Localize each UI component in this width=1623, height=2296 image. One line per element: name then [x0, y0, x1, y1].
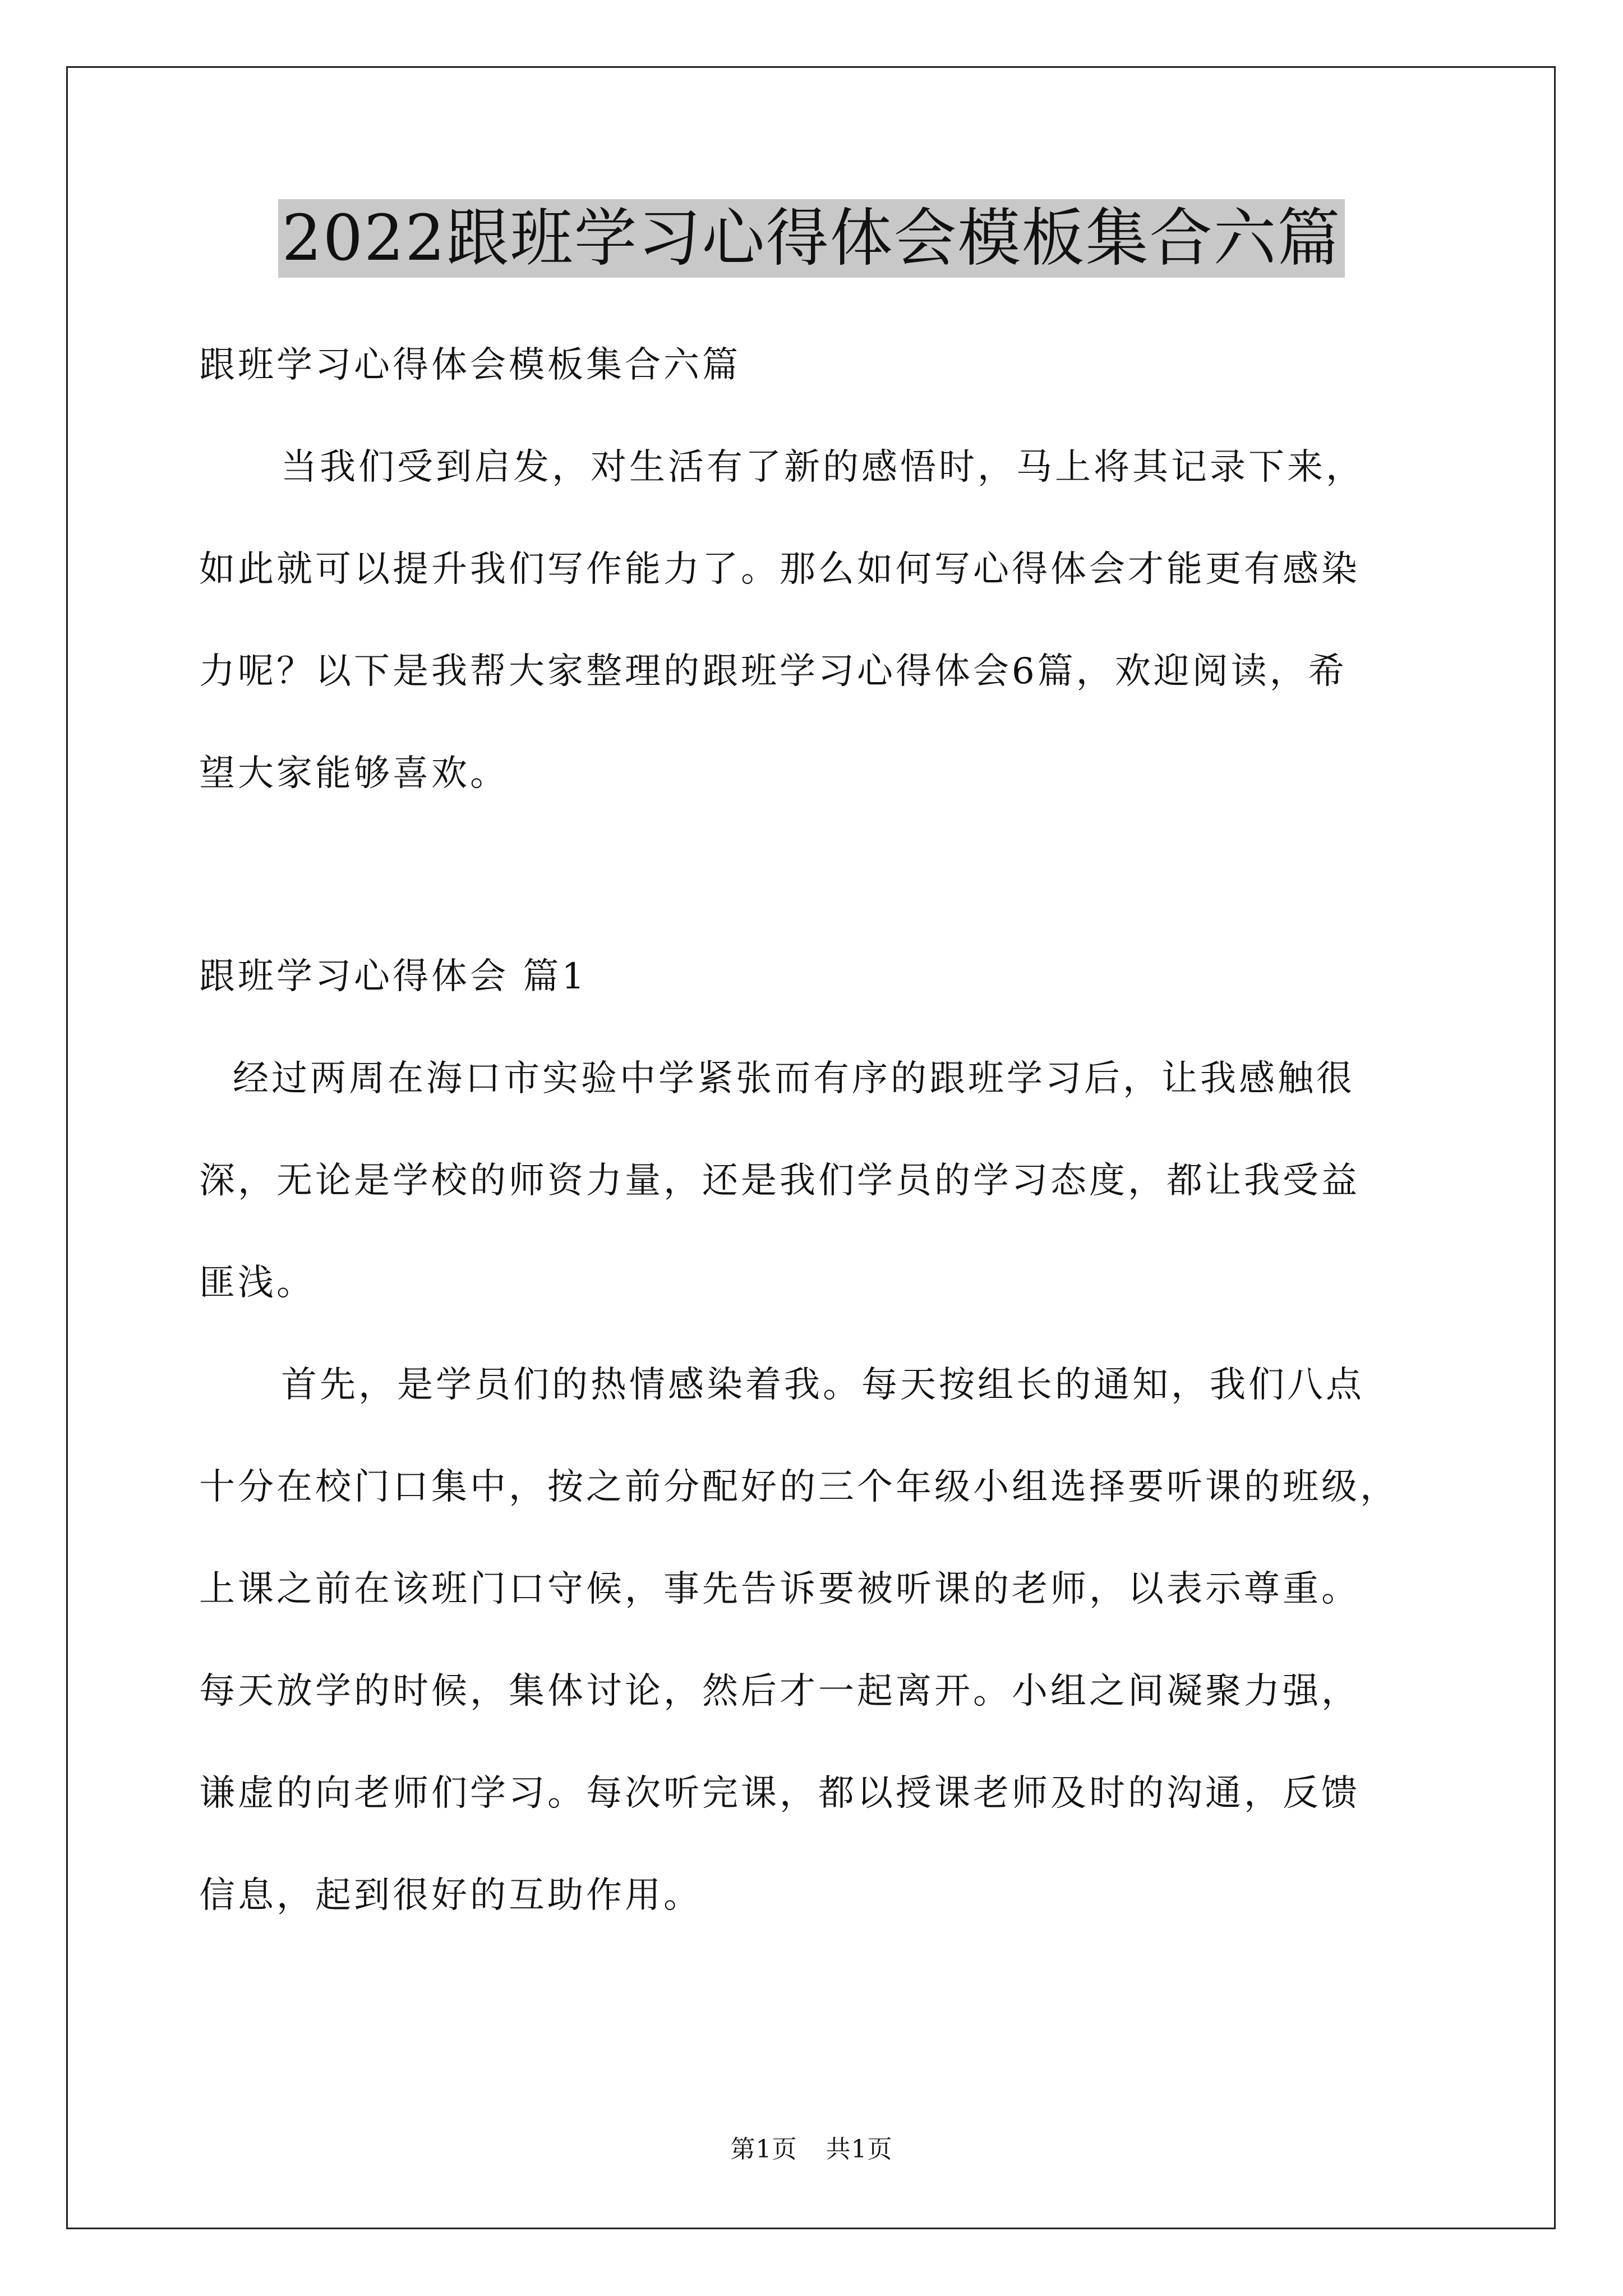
page-footer — [0, 2129, 1623, 2165]
intro-line: 如此就可以提升我们写作能力了。那么如何写心得体会才能更有感染 — [199, 549, 1360, 590]
document-body — [199, 314, 1433, 1947]
paragraph-line: 十分在校门口集中，按之前分配好的三个年级小组选择要听课的班级， — [199, 1466, 1399, 1508]
paragraph-line: 每天放学的时候，集体讨论，然后才一起离开。小组之间凝聚力强， — [199, 1671, 1360, 1712]
title-wrap — [0, 199, 1623, 278]
paragraph-line: 经过两周在海口市实验中学紧张而有序的跟班学习后，让我感触很 — [233, 1058, 1355, 1099]
paragraph-line: 上课之前在该班门口守候，事先告诉要被听课的老师，以表示尊重。 — [199, 1568, 1360, 1610]
page-total: 共1页 — [826, 2135, 893, 2164]
paragraph-line: 首先，是学员们的热情感染着我。每天按组长的通知，我们八点 — [281, 1364, 1364, 1406]
blank-line — [199, 825, 1433, 926]
intro-line: 力呢？以下是我帮大家整理的跟班学习心得体会6篇，欢迎阅读，希 — [199, 651, 1347, 692]
document-subtitle: 跟班学习心得体会模板集合六篇 — [199, 344, 741, 386]
page-number: 第1页 — [730, 2135, 797, 2164]
paragraph-line: 深，无论是学校的师资力量，还是我们学员的学习态度，都让我受益 — [199, 1160, 1360, 1202]
section-heading: 跟班学习心得体会 篇1 — [199, 956, 588, 997]
intro-line: 望大家能够喜欢。 — [199, 753, 509, 794]
paragraph-line: 信息，起到很好的互助作用。 — [199, 1875, 702, 1916]
paragraph-line: 匪浅。 — [199, 1262, 315, 1304]
document-title: 2022跟班学习心得体会模板集合六篇 — [278, 199, 1344, 278]
paragraph-line: 谦虚的向老师们学习。每次听完课，都以授课老师及时的沟通，反馈 — [199, 1773, 1360, 1814]
intro-line: 当我们受到启发，对生活有了新的感悟时，马上将其记录下来， — [281, 447, 1364, 488]
